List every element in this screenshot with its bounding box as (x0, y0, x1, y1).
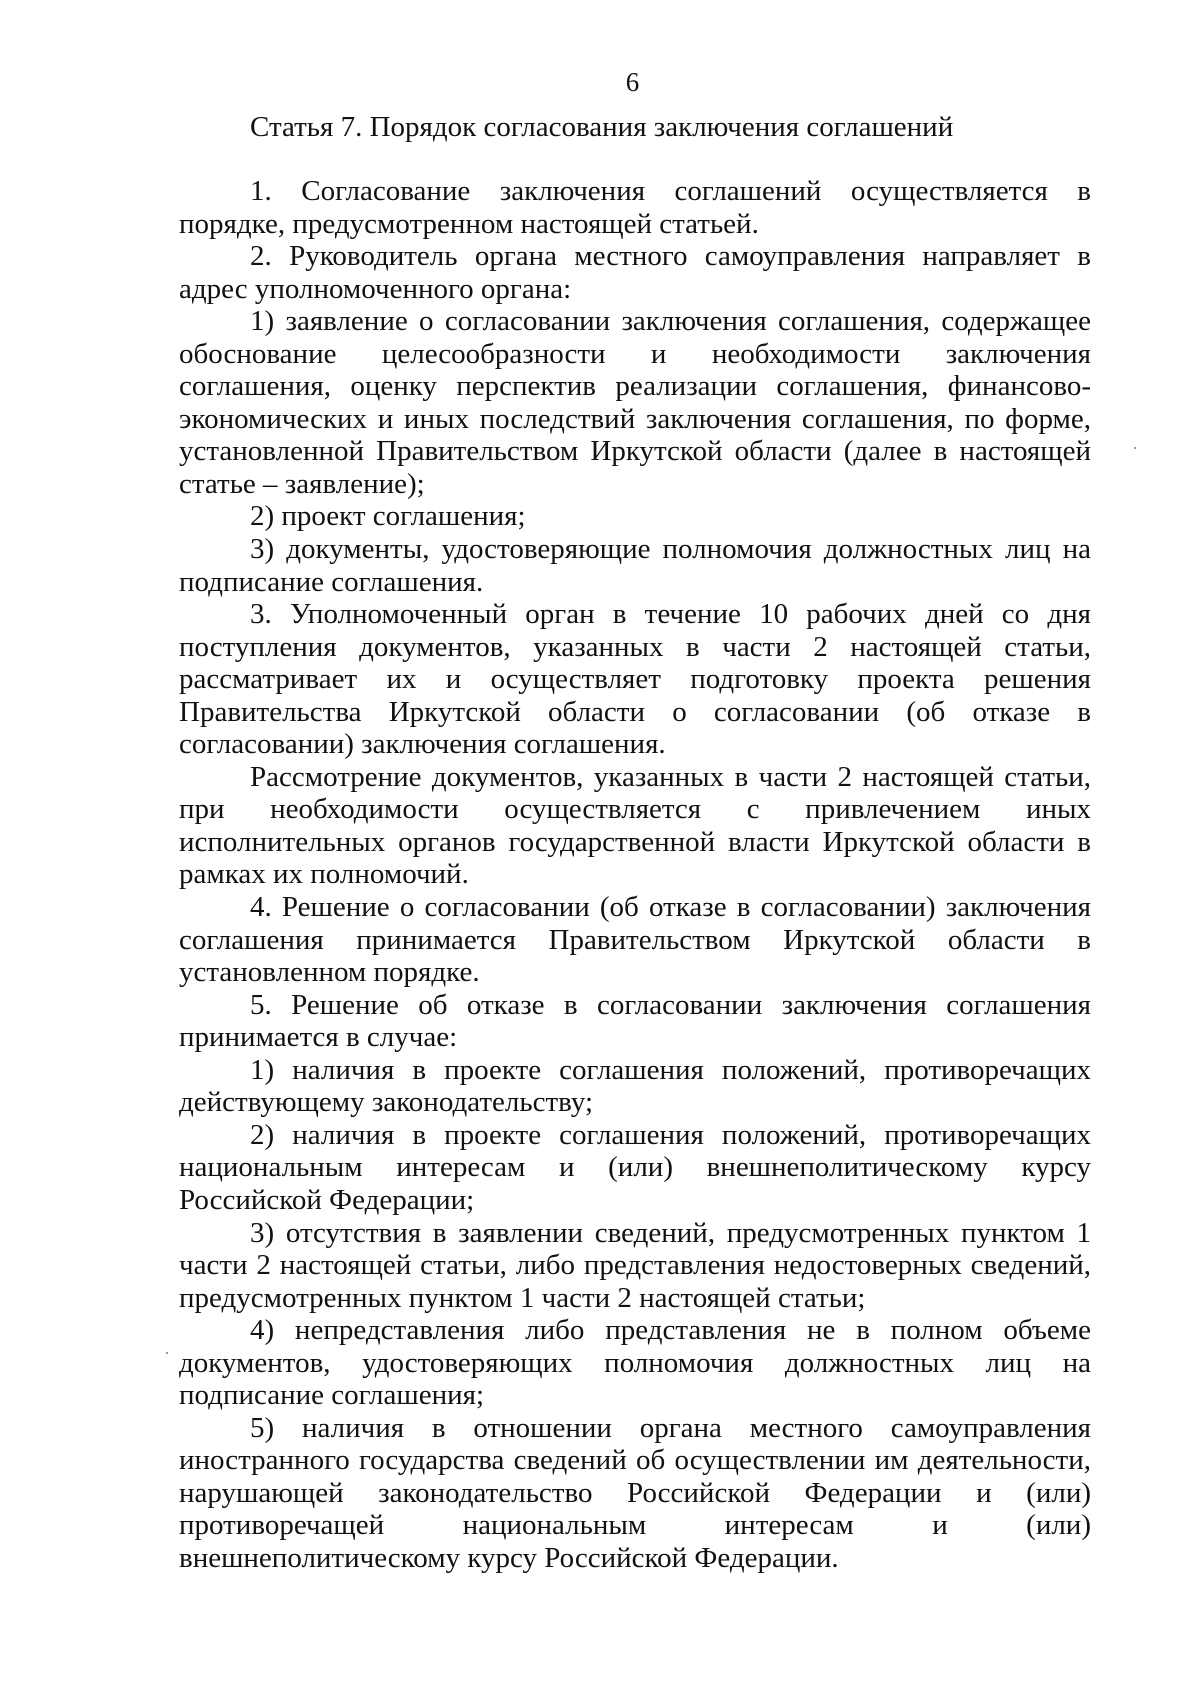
paragraph: 2) наличия в проекте соглашения положений, противоречащих национальным интересам и (или) внешнеполитическому курсу Российской Федерации; (179, 1118, 1091, 1216)
paragraph: 4) непредставления либо представления не в полном объеме документов, удостоверяющих полномочия должностных лиц на подписание соглашения; (179, 1314, 1091, 1412)
article-body (179, 175, 1091, 1575)
page-number: 6 (625, 67, 640, 97)
paragraph: 3) отсутствия в заявлении сведений, предусмотренных пунктом 1 части 2 настоящей статьи, либо представления недостоверных сведений, предусмотренных пунктом 1 части 2 настоящей статьи; (179, 1216, 1091, 1314)
paragraph: Рассмотрение документов, указанных в части 2 настоящей статьи, при необходимости осуществляется с привлечением иных исполнительных органов государственной власти Иркутской области в рамках их полномочий. (179, 760, 1091, 891)
scan-speck (1134, 447, 1136, 449)
paragraph: 3) документы, удостоверяющие полномочия должностных лиц на подписание соглашения. (179, 533, 1091, 598)
scan-speck (166, 1352, 168, 1354)
paragraph: 1. Согласование заключения соглашений осуществляется в порядке, предусмотренном настоящей статьей. (179, 175, 1091, 240)
paragraph: 2. Руководитель органа местного самоуправления направляет в адрес уполномоченного органа: (179, 240, 1091, 305)
paragraph: 3. Уполномоченный орган в течение 10 рабочих дней со дня поступления документов, указанных в части 2 настоящей статьи, рассматривает их и осуществляет подготовку проекта решения Правительства Иркутской области о согласовании (об отказе в согласовании) заключения соглашения. (179, 598, 1091, 761)
paragraph: 5. Решение об отказе в согласовании заключения соглашения принимается в случае: (179, 988, 1091, 1054)
paragraph: 1) заявление о согласовании заключения соглашения, содержащее обоснование целесообразности и необходимости заключения соглашения, оценку перспектив реализации соглашения, финансово-экономических и иных последствий заключения соглашения, по форме, установленной Правительством Иркутской области (далее в настоящей статье – заявление); (179, 305, 1091, 500)
paragraph: 1) наличия в проекте соглашения положений, противоречащих действующему законодательству; (179, 1053, 1091, 1119)
paragraph: 2) проект соглашения; (250, 500, 526, 533)
paragraph: 4. Решение о согласовании (об отказе в согласовании) заключения соглашения принимается Правительством Иркутской области в установленном порядке. (179, 891, 1091, 989)
article-title: Статья 7. Порядок согласования заключения соглашений (250, 111, 954, 143)
paragraph: 5) наличия в отношении органа местного самоуправления иностранного государства сведений об осуществлении им деятельности, нарушающей законодательство Российской Федерации и (или) противоречащей национальным интересам и (или) внешнеполитическому курсу Российской Федерации. (179, 1411, 1091, 1574)
